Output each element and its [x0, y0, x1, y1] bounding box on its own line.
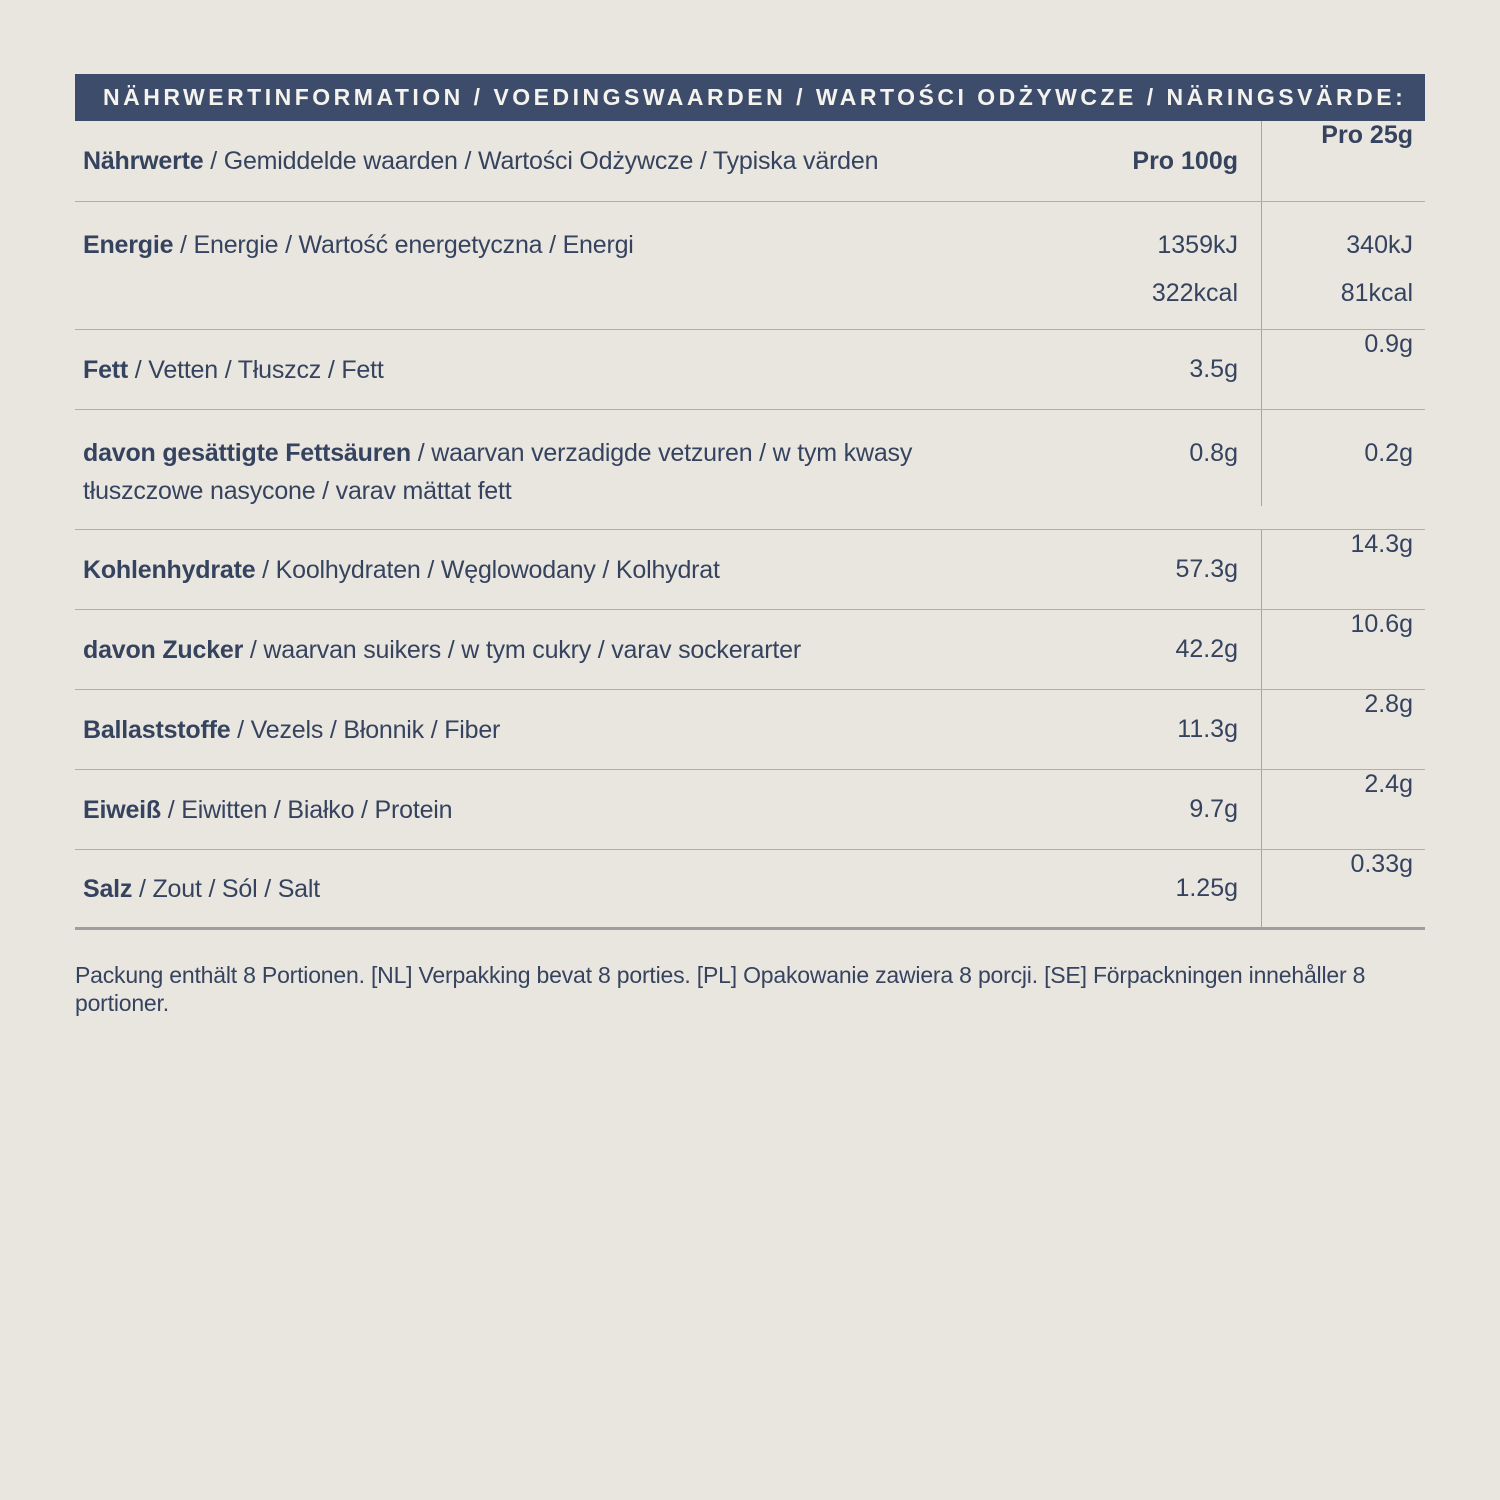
table-row-salt [75, 850, 1425, 930]
table-row-fiber [75, 690, 1425, 770]
row-label [75, 351, 1021, 389]
value-per-25g: 0.9g [1261, 330, 1425, 409]
value-per-25g: 2.8g [1261, 690, 1425, 769]
energy-kj-per-100g: 1359kJ [1157, 231, 1238, 259]
row-label-bold: Eiweiß [83, 795, 161, 824]
table-row-sugars [75, 610, 1425, 690]
column-header-label-rest: / Gemiddelde waarden / Wartości Odżywcze / Typiska värden [203, 147, 879, 175]
column-header-label [75, 142, 1021, 180]
row-label [75, 870, 1021, 908]
value-per-25g: 0.2g [1261, 410, 1425, 506]
row-label-bold: Ballaststoffe [83, 715, 231, 744]
nutrition-header-bar [75, 74, 1425, 121]
value-per-100g: 11.3g [1177, 715, 1238, 743]
row-label-bold: Fett [83, 355, 129, 384]
table-row-carbohydrates [75, 530, 1425, 610]
value-per-100g: 0.8g [1189, 439, 1238, 467]
value-per-100g: 9.7g [1189, 795, 1238, 823]
row-label [75, 410, 975, 510]
row-label-rest: / Zout / Sól / Salt [132, 874, 320, 903]
table-row-saturated-fat [75, 410, 1425, 530]
servings-note: Packung enthält 8 Portionen. [NL] Verpakking bevat 8 porties. [PL] Opakowanie zawiera 8 porcji. [SE] Förpackningen innehåller 8 portioner. [75, 962, 1366, 1016]
value-per-100g: 1.25g [1175, 874, 1238, 902]
row-label-rest: / Eiwitten / Białko / Protein [161, 795, 453, 824]
row-label-bold: Kohlenhydrate [83, 555, 256, 584]
value-per-100g: 42.2g [1175, 635, 1238, 663]
value-per-25g [1261, 202, 1425, 329]
column-header-label-bold: Nährwerte [83, 147, 204, 175]
column-header-per-25g: Pro 25g [1261, 121, 1425, 201]
table-row-fat [75, 330, 1425, 410]
column-header-per-100g: Pro 100g [1132, 146, 1238, 175]
row-label-bold: Salz [83, 874, 133, 903]
row-label-bold: Energie [83, 231, 174, 259]
table-row-energy [75, 202, 1425, 330]
row-label-rest: / Vetten / Tłuszcz / Fett [128, 355, 384, 384]
energy-kcal-per-25g: 81kcal [1340, 279, 1413, 307]
row-label [75, 791, 1021, 829]
energy-kj-per-25g: 340kJ [1346, 231, 1413, 259]
nutrition-title: NÄHRWERTINFORMATION / VOEDINGSWAARDEN / WARTOŚCI ODŻYWCZE / NÄRINGSVÄRDE: [103, 84, 1407, 110]
energy-kcal-per-100g: 322kcal [1151, 279, 1238, 307]
value-per-100g [1021, 202, 1261, 317]
row-label-rest: / waarvan verzadigde vetzuren / w tym kwasy tłuszczowe nasycone / varav mättat fett [83, 439, 913, 505]
nutrition-table [75, 121, 1425, 930]
table-row-protein [75, 770, 1425, 850]
row-label-rest: / Koolhydraten / Węglowodany / Kolhydrat [255, 555, 720, 584]
value-per-25g: 14.3g [1261, 530, 1425, 609]
table-header-row [75, 121, 1425, 202]
row-label [75, 631, 1021, 669]
row-label-rest: / Energie / Wartość energetyczna / Energi [173, 231, 634, 259]
value-per-25g: 10.6g [1261, 610, 1425, 689]
row-label [75, 202, 1021, 263]
row-label [75, 551, 1021, 589]
value-per-25g: 0.33g [1261, 850, 1425, 927]
value-per-25g: 2.4g [1261, 770, 1425, 849]
row-label-rest: / waarvan suikers / w tym cukry / varav sockerarter [243, 635, 801, 664]
value-per-100g: 3.5g [1189, 355, 1238, 383]
row-label-bold: davon gesättigte Fettsäuren [83, 439, 411, 467]
row-label-bold: davon Zucker [83, 635, 244, 664]
row-label [75, 711, 1021, 749]
row-label-rest: / Vezels / Błonnik / Fiber [230, 715, 501, 744]
value-per-100g: 57.3g [1175, 555, 1238, 583]
